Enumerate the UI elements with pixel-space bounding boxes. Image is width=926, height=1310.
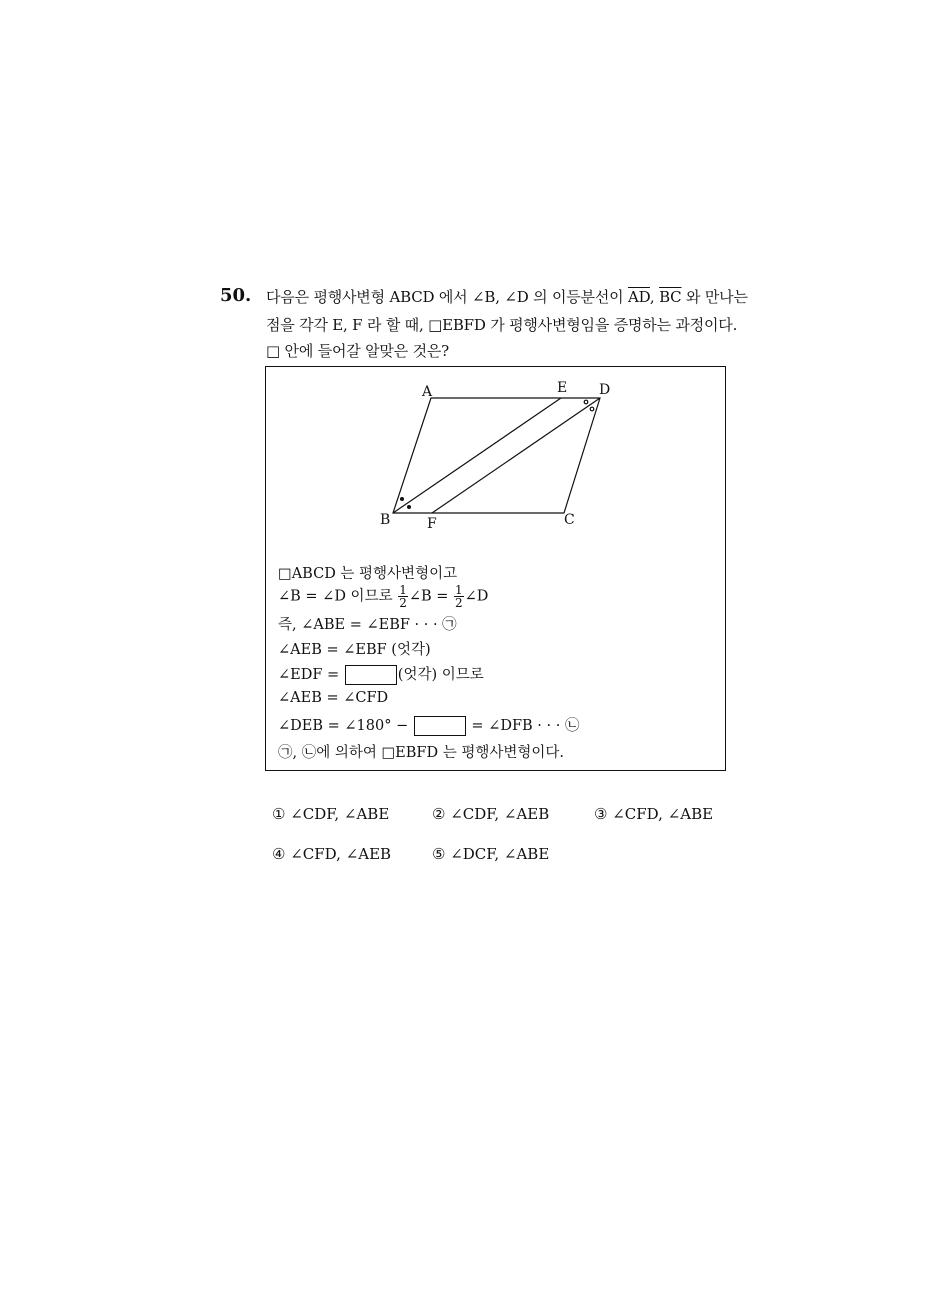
proof-text: ∠DEB = ∠180° −: [278, 718, 413, 734]
answer-blank: [345, 665, 397, 685]
choice-5[interactable]: ⑤ ∠DCF, ∠ABE: [432, 845, 550, 863]
proof-line-3: 즉, ∠ABE = ∠EBF · · · ㉠: [278, 617, 457, 633]
segment-ad: $\overline{AD}$: [627, 288, 650, 306]
fraction-half: [398, 584, 408, 609]
parallelogram-abcd: [393, 398, 600, 513]
proof-line-1: □ABCD 는 평행사변형이고: [278, 566, 458, 582]
choice-4[interactable]: ④ ∠CFD, ∠AEB: [272, 845, 392, 863]
label-c: C: [564, 512, 575, 528]
fraction-numerator: 1: [455, 583, 463, 597]
label-f: F: [427, 516, 437, 532]
proof-text: ∠D: [464, 588, 489, 605]
question-number: 50.: [220, 285, 252, 306]
label-a: A: [422, 384, 433, 400]
proof-line-2: [278, 584, 488, 609]
choice-2[interactable]: ② ∠CDF, ∠AEB: [432, 805, 550, 823]
proof-text: = ∠DFB · · · ㉡: [466, 718, 580, 734]
label-d: D: [599, 382, 611, 398]
proof-line-4: ∠AEB = ∠EBF (엇각): [278, 642, 431, 658]
proof-text: ∠EDF =: [278, 667, 344, 683]
label-b: B: [380, 512, 391, 528]
question-text: 다음은 평행사변형 ABCD 에서 ∠B, ∠D 의 이등분선이: [266, 288, 628, 306]
bisector-df: [432, 398, 600, 513]
fraction-numerator: 1: [399, 583, 407, 597]
proof-text: ∠B = ∠D 이므로: [278, 588, 398, 605]
proof-text: (엇각) 이므로: [397, 667, 484, 683]
angle-mark-b1: [400, 497, 404, 501]
proof-line-7: [278, 714, 579, 736]
proof-text: ∠B =: [408, 588, 454, 605]
choice-3[interactable]: ③ ∠CFD, ∠ABE: [594, 805, 714, 823]
question-text: ,: [649, 288, 660, 306]
fraction-half: [454, 584, 464, 609]
fraction-denominator: 2: [455, 596, 463, 610]
segment-bc: $\overline{BC}$: [659, 288, 682, 306]
label-e: E: [557, 380, 568, 396]
answer-blank: [414, 716, 466, 736]
question-text: 와 만나는: [681, 288, 748, 306]
question-line-3: □ 안에 들어갈 알맞은 것은?: [266, 342, 449, 360]
proof-line-6: ∠AEB = ∠CFD: [278, 690, 389, 706]
fraction-denominator: 2: [399, 596, 407, 610]
question-line-2: 점을 각각 E, F 라 할 때, □EBFD 가 평행사변형임을 증명하는 과정이다.: [266, 316, 738, 334]
angle-mark-b2: [407, 505, 411, 509]
bisector-be: [393, 398, 561, 513]
choice-1[interactable]: ① ∠CDF, ∠ABE: [272, 805, 390, 823]
proof-line-8: ㉠, ㉡에 의하여 □EBFD 는 평행사변형이다.: [278, 745, 564, 761]
angle-mark-d2: [590, 407, 594, 411]
angle-mark-d1: [584, 400, 588, 404]
proof-line-5: [278, 663, 484, 685]
